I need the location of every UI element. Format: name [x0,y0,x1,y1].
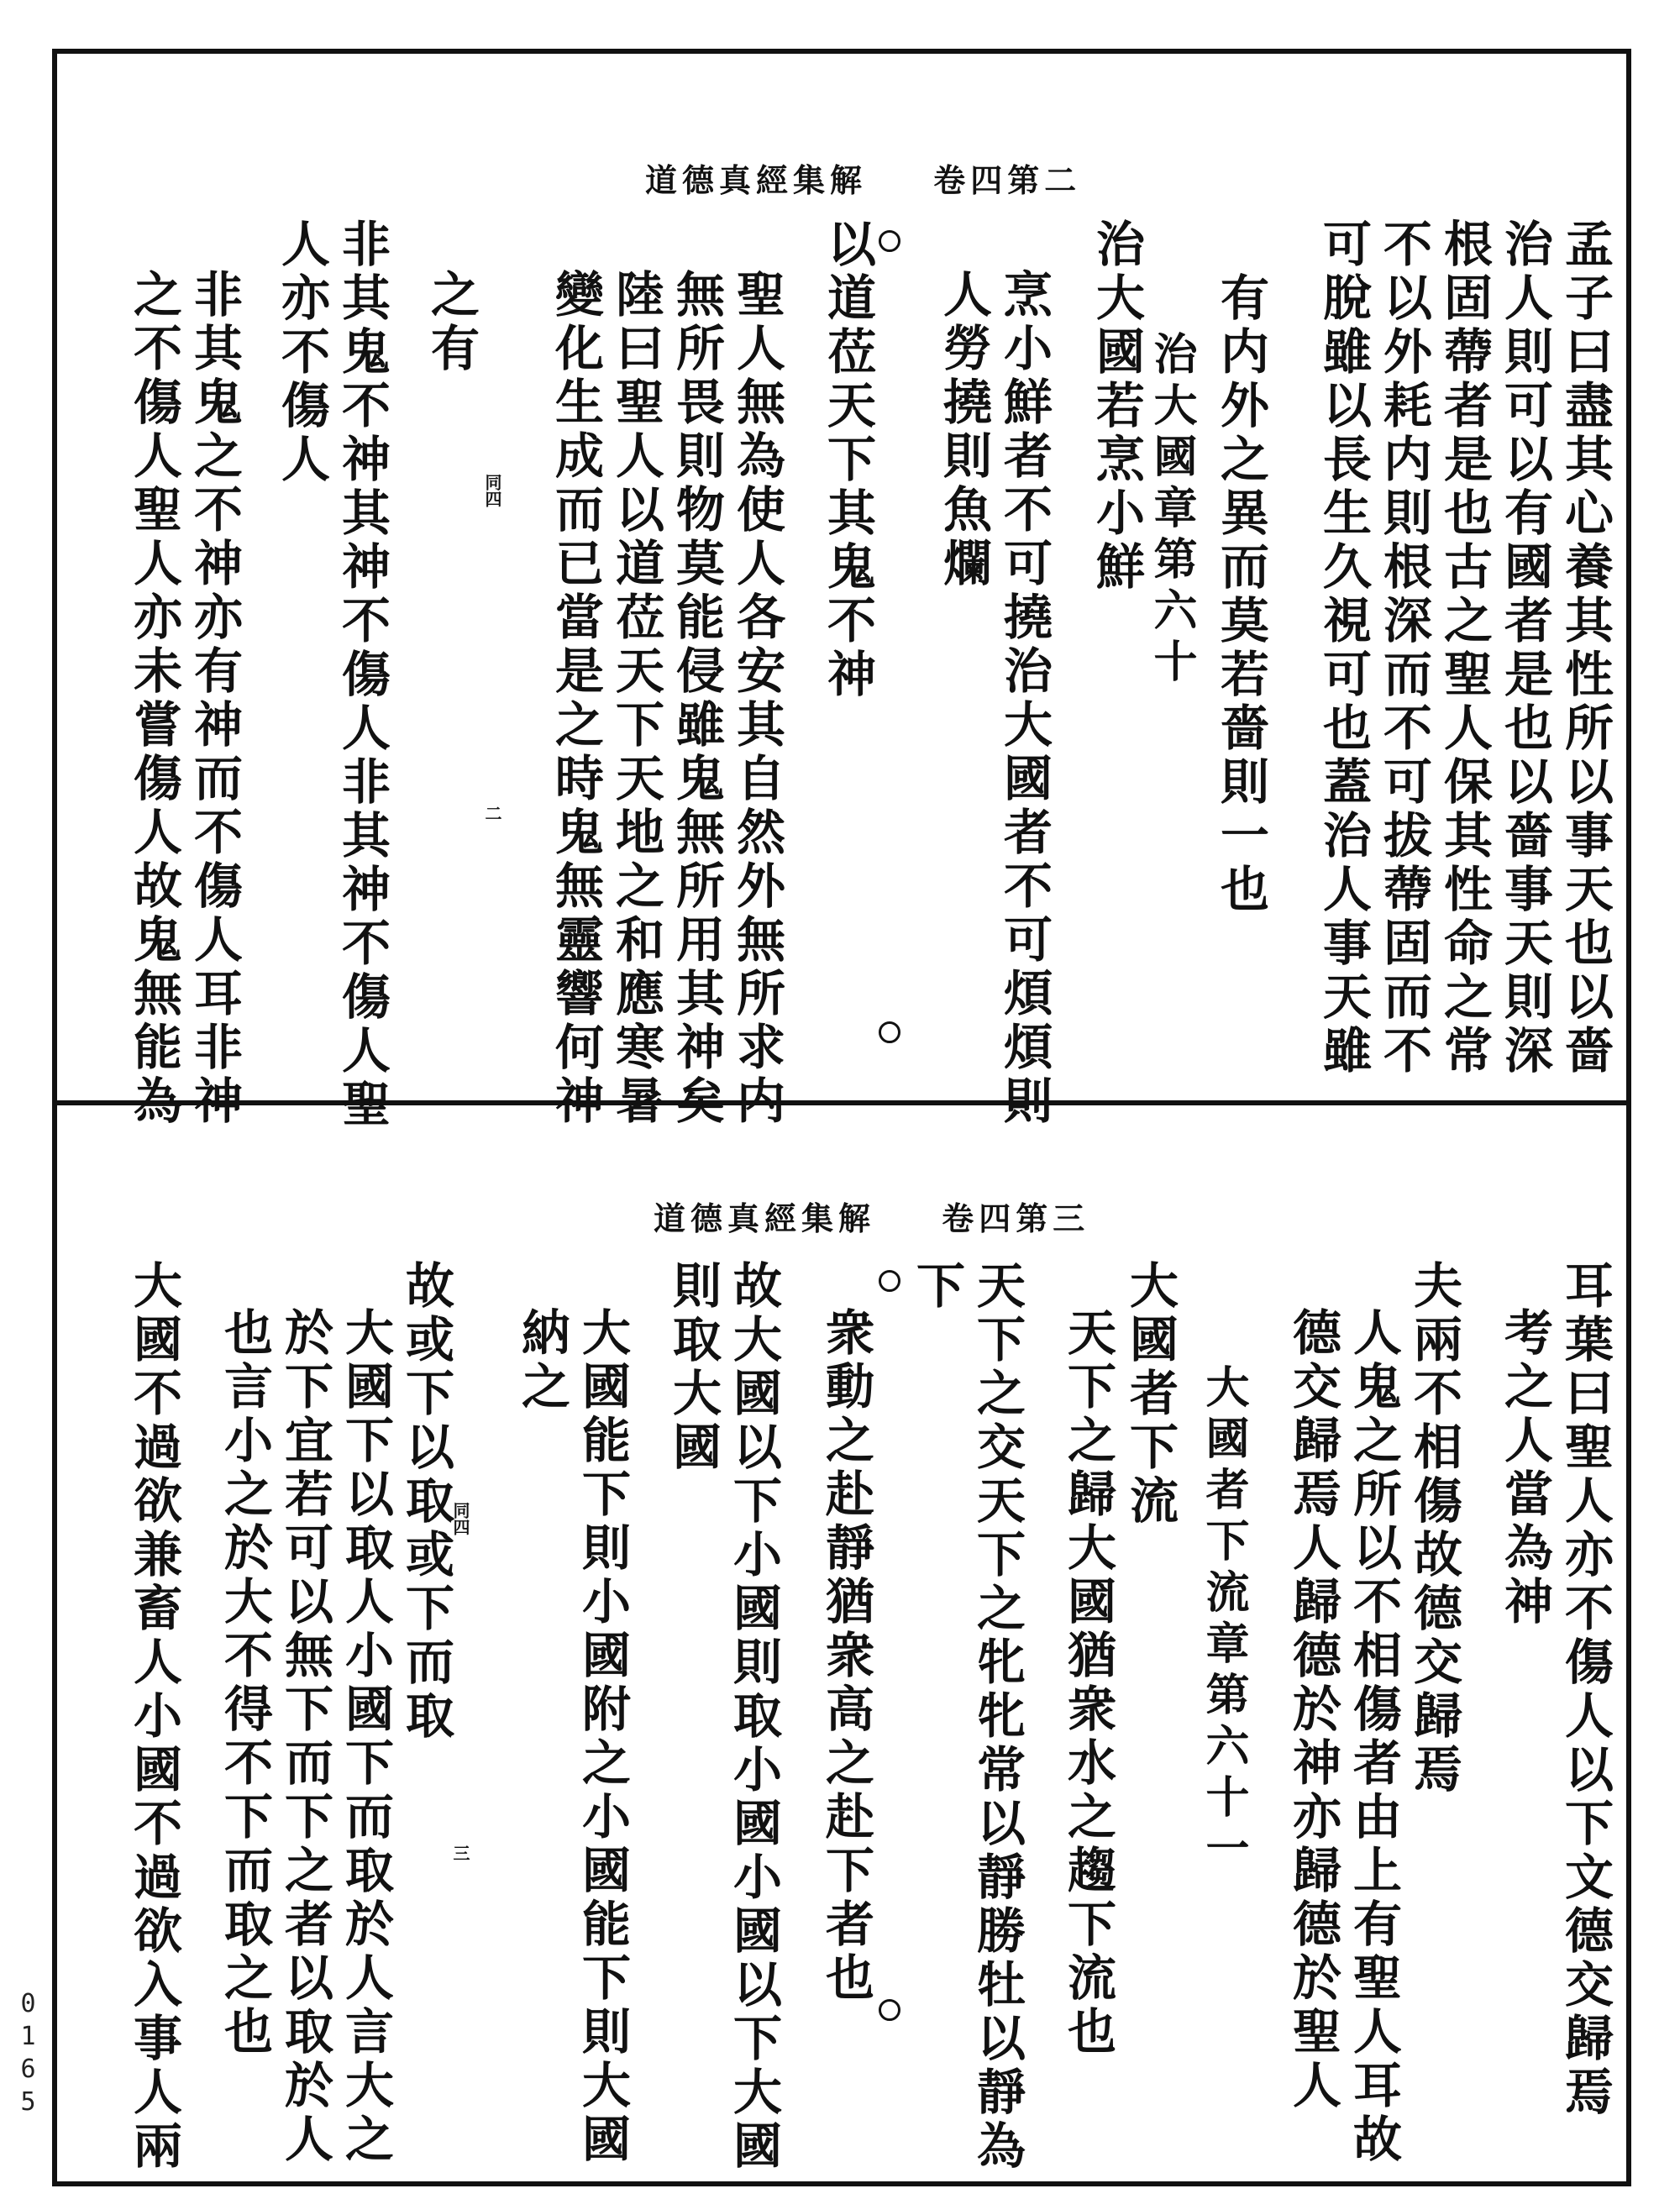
text-column: 耳葉曰聖人亦不傷人以下文德交歸焉 [1557,1260,1614,2120]
running-head [645,155,1081,201]
running-head [654,1193,1089,1239]
text-column: 治人則可以有國者是也以嗇事天則深 [1496,218,1553,1079]
top-panel [57,54,1626,1132]
text-column: 根固蔕者是也古之聖人保其性命之常 [1436,218,1493,1079]
text-column: 無所畏則物莫能侵雖鬼無所用其神矣 [668,269,725,1129]
text-column: 大國不過欲兼畜人小國不過欲入事人兩 [125,1260,182,2174]
chapter-title: 治大國章第六十 [1146,331,1197,690]
text-column: 故大國以下小國則取小國小國以下大國 [725,1260,782,2174]
text-column: 治大國若烹小鮮 [1088,218,1145,595]
text-column: 天下之交天下之牝牝常以靜勝牡以靜為 [969,1260,1026,2174]
bottom-panel [57,1105,1626,2181]
text-column: 之不傷人聖人亦未嘗傷人故鬼無能為 [125,269,182,1129]
text-column: 非其鬼不神其神不傷人非其神不傷人聖 [333,218,391,1132]
margin-note: 同四 [482,474,502,507]
running-head-title: 道德真經集解 [645,161,868,199]
text-column: 於下宜若可以無下而下之者以取於人 [276,1307,333,2167]
text-column: 大國者下流 [1121,1260,1179,1529]
text-column: 則取大國 [664,1260,722,1475]
text-column: 下 [908,1260,965,1314]
circle-mark [879,230,900,252]
text-column: 也言小之於大不得不下而取之也 [216,1307,273,2060]
text-column: 天下之歸大國猶衆水之趨下流也 [1059,1307,1116,2060]
text-column: 以道莅天下其鬼不神 [819,218,876,702]
text-column: 聖人無為使人各安其自然外無所求内 [728,269,785,1129]
circle-mark [879,1999,900,2021]
text-column: 孟子曰盡其心養其性所以事天也以嗇 [1557,218,1614,1079]
text-column: 考之人當為神 [1496,1307,1553,1630]
text-column: 衆動之赴靜猶衆高之赴下者也 [817,1307,874,2006]
text-column: 故或下以取或下而取 [397,1260,454,1744]
margin-note: 三 [450,1845,470,1861]
text-column: 人勞撓則魚爛 [935,269,992,591]
text-column: 非其鬼之不神亦有神而不傷人耳非神 [186,269,243,1129]
text-column: 可脫雖以長生久視可也蓋治人事天雖 [1315,218,1372,1079]
text-column: 人鬼之所以不相傷者由上有聖人耳故 [1345,1307,1402,2167]
running-head-volume: 卷四第二 [933,161,1082,199]
text-column: 不以外耗内則根深而不可拔蔕固而不 [1375,218,1432,1079]
chapter-title: 大國者下流章第六十一 [1198,1364,1249,1876]
page-number: 0165 [13,1989,43,2120]
running-head-volume: 卷四第三 [942,1199,1090,1237]
text-column: 之有 [423,269,480,376]
margin-note: 同四 [450,1502,470,1535]
text-column: 大國能下則小國附之小國能下則大國 [574,1307,631,2167]
text-column: 烹小鮮者不可撓治大國者不可煩煩則 [995,269,1053,1129]
text-column: 有内外之異而莫若嗇則一也 [1212,272,1269,917]
margin-note: 二 [482,805,502,821]
text-column: 大國下以取人小國下而取於人言大之 [337,1307,394,2167]
text-column: 德交歸焉人歸德於神亦歸德於聖人 [1284,1307,1341,2113]
text-column: 夫兩不相傷故德交歸焉 [1405,1260,1462,1798]
text-column: 陸曰聖人以道莅天下天地之和應寒暑 [607,269,664,1129]
text-column: 納之 [513,1307,570,1414]
text-column: 人亦不傷人 [273,218,330,487]
text-column: 變化生成而已當是之時鬼無靈響何神 [547,269,604,1129]
running-head-title: 道德真經集解 [654,1199,876,1237]
circle-mark [879,1021,900,1043]
circle-mark [879,1270,900,1292]
